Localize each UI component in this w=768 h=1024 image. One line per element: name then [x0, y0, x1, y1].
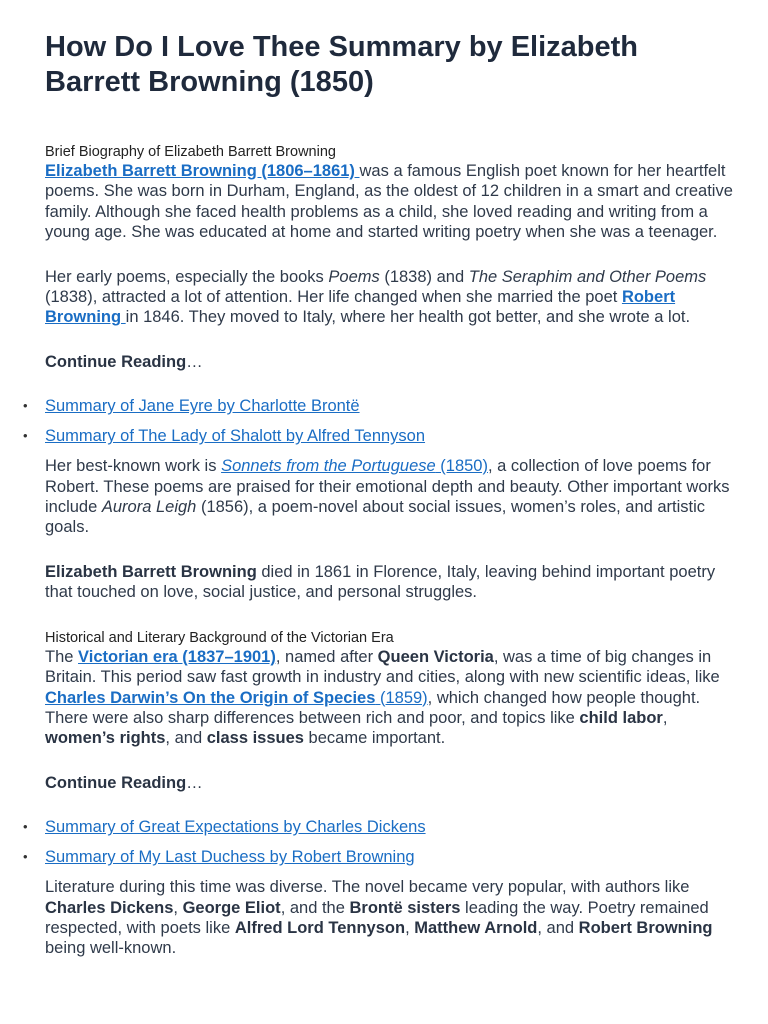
list-item — [23, 817, 735, 837]
bullet-icon: • — [23, 849, 28, 865]
link-elizabeth-barrett-browning[interactable]: Elizabeth Barrett Browning (1806–1861) — [45, 162, 360, 180]
article-body — [23, 30, 735, 959]
list-item — [23, 847, 735, 867]
link-origin-of-species[interactable]: Charles Darwin’s On the Origin of Species (1859) — [45, 688, 428, 707]
page-title: How Do I Love Thee Summary by Elizabeth Barrett Browning (1850) — [45, 31, 639, 98]
link-victorian-era[interactable]: Victorian era (1837–1901) — [78, 647, 276, 666]
paragraph-bio-3: Her best-known work is Sonnets from the Portuguese (1850), a collection of love poems for Robert. These poems are praised for their emotional depth and beauty. Other important works include Aurora Leigh (1856), a poem-novel about social issues, women’s roles, and artistic goals. — [45, 457, 730, 537]
paragraph-bio-2: Her early poems, especially the books Poems (1838) and The Seraphim and Other Poems (1838), attracted a lot of attention. Her life changed when she married the poet Robert Browning in 1846. They moved to Italy, where her health got better, and she wrote a lot. — [45, 267, 707, 327]
paragraph-bio-4: Elizabeth Barrett Browning died in 1861 in Florence, Italy, leaving behind important poetry that touched on love, social justice, and personal struggles. — [45, 562, 716, 602]
related-links-list-1 — [23, 396, 735, 446]
related-links-list-2 — [23, 817, 735, 867]
link-lady-of-shalott-summary[interactable]: Summary of The Lady of Shalott by Alfred Tennyson — [45, 427, 426, 446]
bullet-icon: • — [23, 398, 28, 414]
paragraph-bio-1: Elizabeth Barrett Browning (1806–1861) was a famous English poet known for her heartfelt poems. She was born in Durham, England, as the oldest of 12 children in a smart and creative family. Although she faced health problems as a child, she loved reading and writing from a young age. She was educated at home and started writing poetry when she was a teenager. — [45, 162, 733, 242]
bullet-icon: • — [23, 819, 28, 835]
list-item — [23, 396, 735, 416]
link-jane-eyre-summary[interactable]: Summary of Jane Eyre by Charlotte Brontë — [45, 397, 360, 416]
section-heading-biography: Brief Biography of Elizabeth Barrett Browning — [45, 144, 336, 160]
paragraph-victorian-2: Literature during this time was diverse. The novel became very popular, with authors like Charles Dickens, George Eliot, and the Brontë sisters leading the way. Poetry remained respected, with poets like Alfred Lord Tennyson, Matthew Arnold, and Robert Browning being well-known. — [45, 878, 713, 958]
paragraph-victorian-1: The Victorian era (1837–1901), named after Queen Victoria, was a time of big changes in Britain. This period saw fast growth in industry and cities, along with new scientific ideas, like Charles Darwin’s On the Origin of Species (1859), which changed how people thought. There were also sharp differences between rich and poor, and topics like child labor, women’s rights, and class issues became important. — [45, 647, 720, 748]
continue-reading-1: Continue Reading… — [45, 352, 203, 371]
link-great-expectations-summary[interactable]: Summary of Great Expectations by Charles Dickens — [45, 818, 426, 837]
bullet-icon: • — [23, 428, 28, 444]
link-robert-browning[interactable]: Robert Browning — [45, 288, 676, 327]
section-heading-victorian-era: Historical and Literary Background of the Victorian Era — [45, 629, 394, 646]
link-my-last-duchess-summary[interactable]: Summary of My Last Duchess by Robert Browning — [45, 848, 415, 867]
continue-reading-2: Continue Reading… — [45, 773, 203, 792]
link-sonnets-from-the-portuguese[interactable]: Sonnets from the Portuguese (1850) — [221, 457, 488, 476]
list-item — [23, 426, 735, 446]
